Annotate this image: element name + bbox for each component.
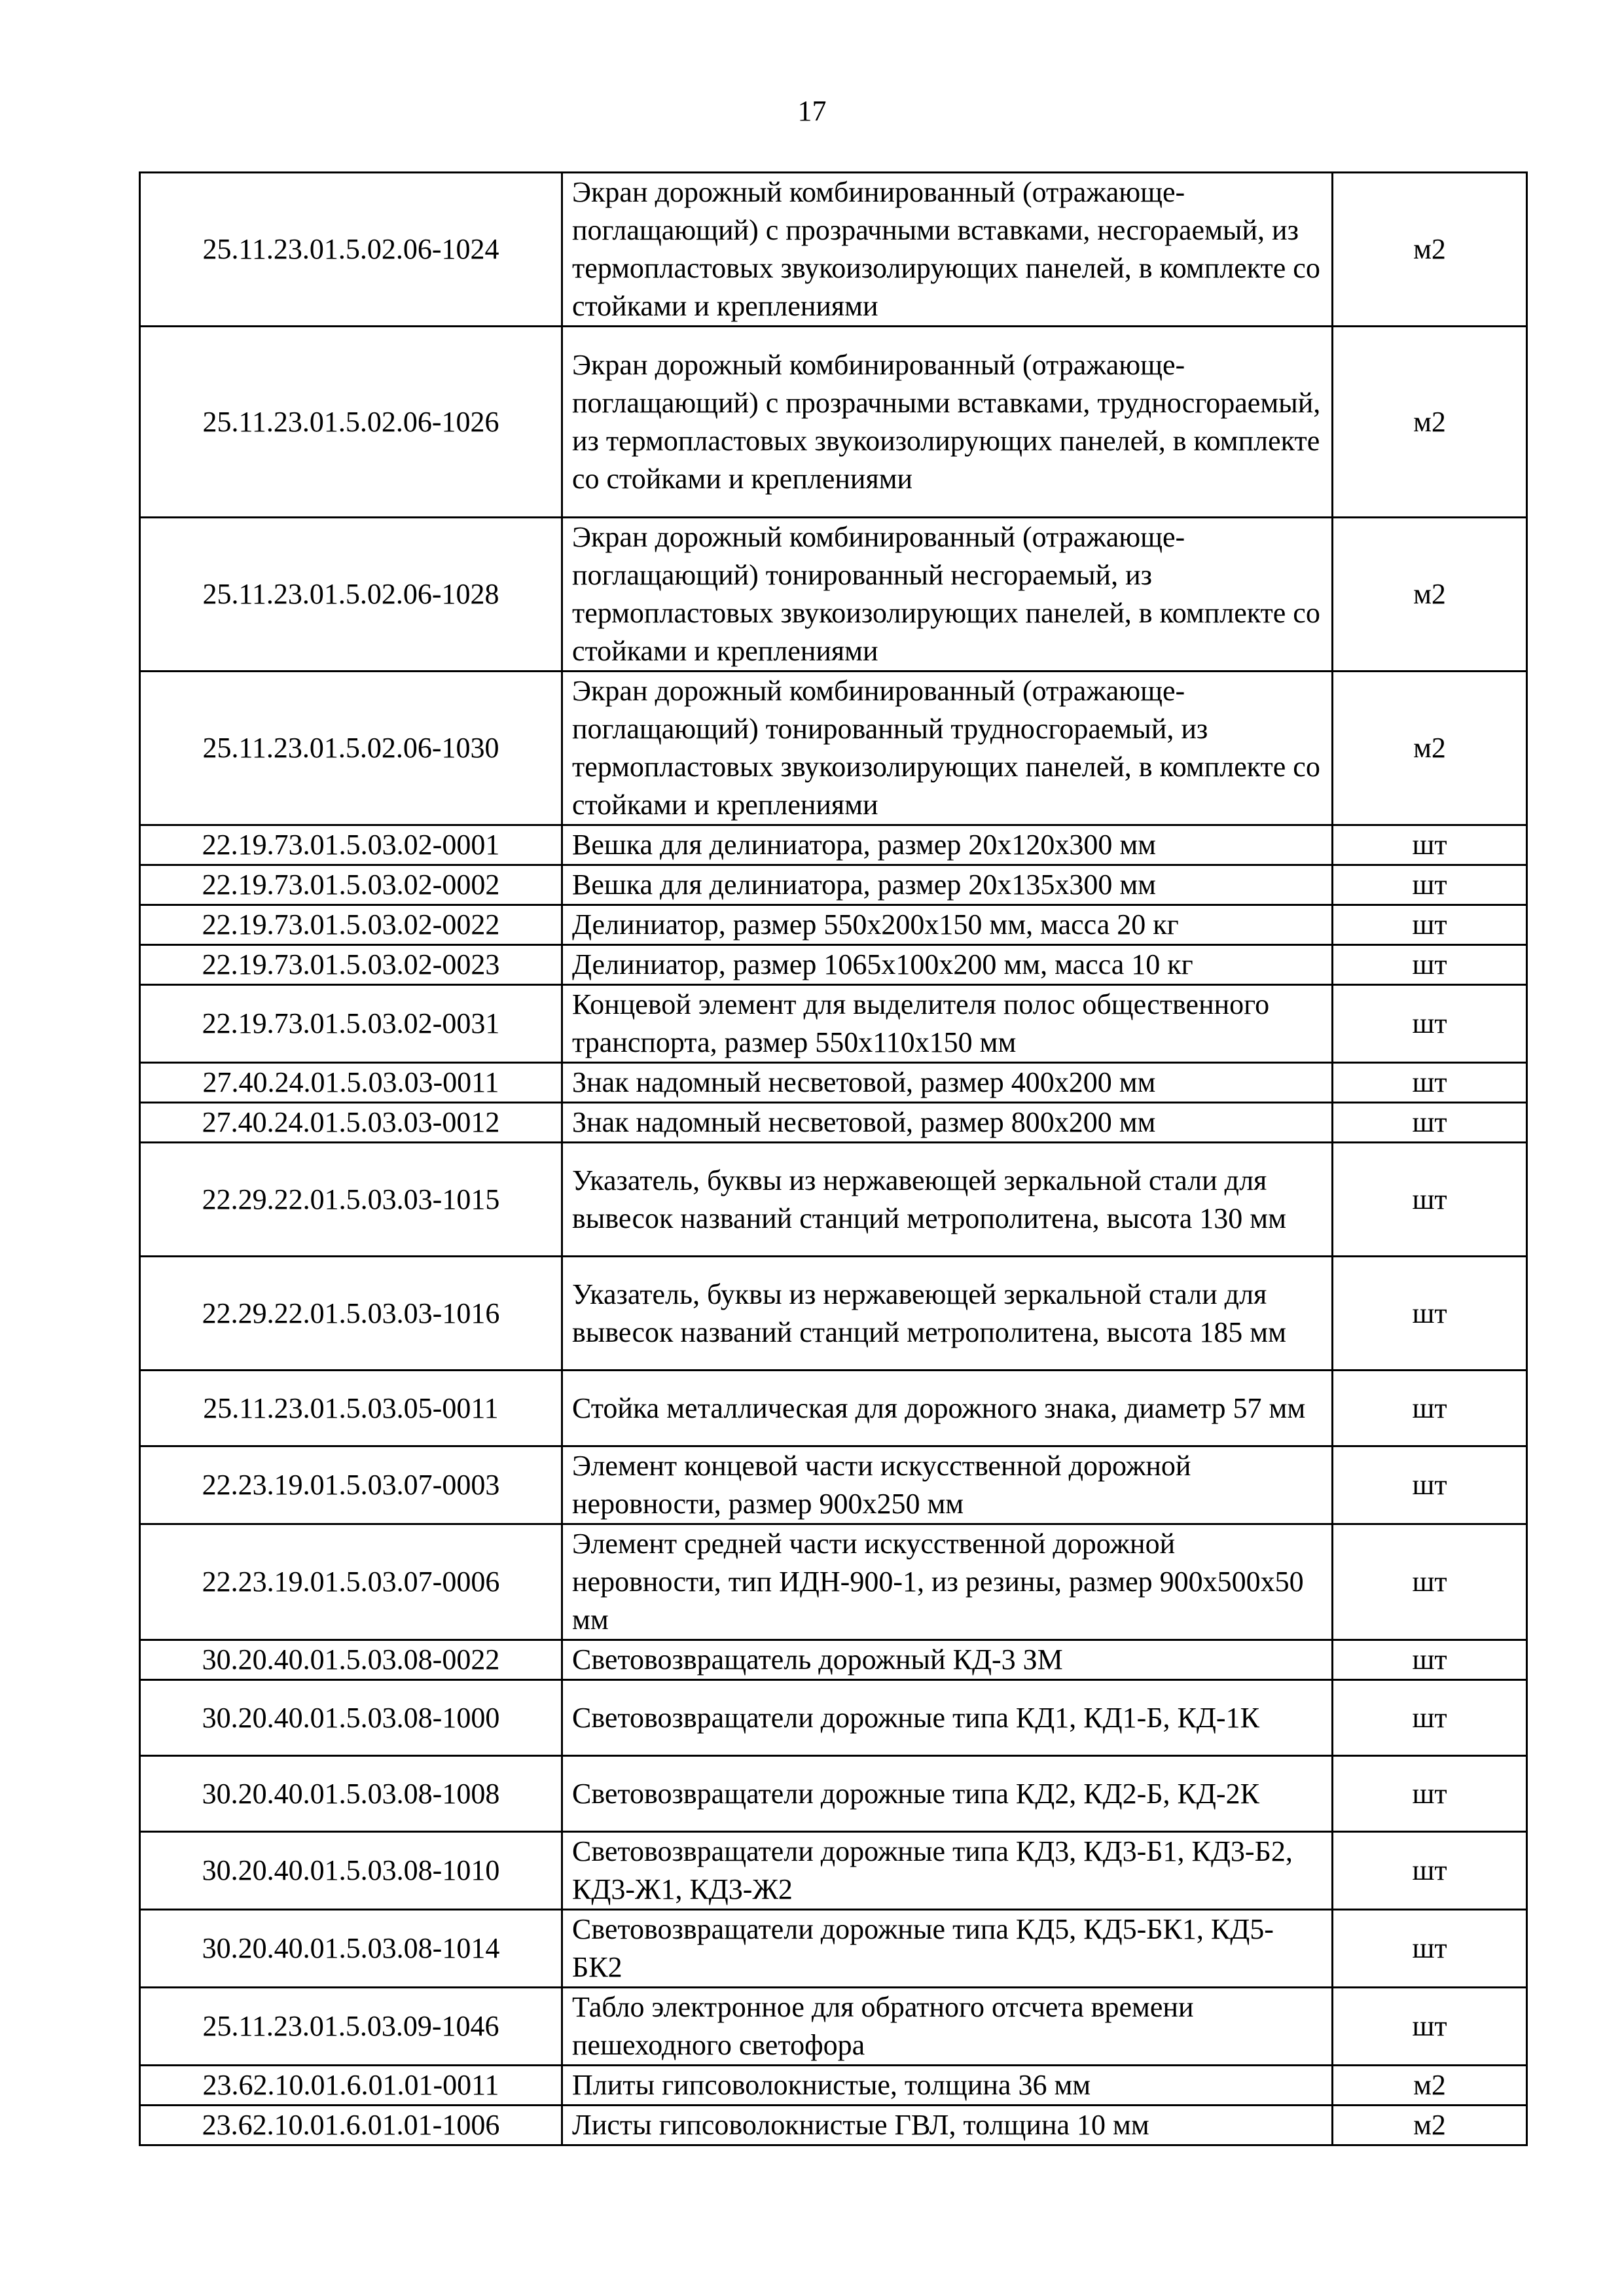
- table-row: [140, 1756, 1527, 1832]
- cell-name: Знак надомный несветовой, размер 800х200 мм: [562, 1103, 1333, 1143]
- cell-unit: шт: [1333, 1756, 1527, 1832]
- cell-code: 30.20.40.01.5.03.08-1000: [140, 1680, 562, 1756]
- cell-unit: шт: [1333, 1257, 1527, 1371]
- cell-unit: шт: [1333, 945, 1527, 985]
- cell-name: Световозвращатели дорожные типа КД3, КД3-Б1, КД3-Б2, КД3-Ж1, КД3-Ж2: [562, 1832, 1333, 1910]
- table-row: [140, 1103, 1527, 1143]
- cell-code: 30.20.40.01.5.03.08-1010: [140, 1832, 562, 1910]
- table-row: [140, 825, 1527, 865]
- table-row: [140, 1910, 1527, 1988]
- cell-name: Стойка металлическая для дорожного знака, диаметр 57 мм: [562, 1371, 1333, 1446]
- resource-table: [139, 171, 1528, 2146]
- cell-code: 22.19.73.01.5.03.02-0001: [140, 825, 562, 865]
- table-row: [140, 1832, 1527, 1910]
- table-row: [140, 1640, 1527, 1680]
- table-row: [140, 518, 1527, 672]
- cell-unit: шт: [1333, 865, 1527, 905]
- cell-name: Указатель, буквы из нержавеющей зеркальной стали для вывесок названий станций метрополитена, высота 130 мм: [562, 1143, 1333, 1257]
- cell-code: 22.23.19.01.5.03.07-0006: [140, 1524, 562, 1640]
- table-row: [140, 1143, 1527, 1257]
- cell-unit: шт: [1333, 1680, 1527, 1756]
- cell-code: 22.19.73.01.5.03.02-0031: [140, 985, 562, 1063]
- cell-name: Световозвращатели дорожные типа КД2, КД2-Б, КД-2К: [562, 1756, 1333, 1832]
- cell-code: 27.40.24.01.5.03.03-0012: [140, 1103, 562, 1143]
- table-row: [140, 1371, 1527, 1446]
- cell-unit: шт: [1333, 1640, 1527, 1680]
- cell-unit: шт: [1333, 1371, 1527, 1446]
- cell-code: 25.11.23.01.5.02.06-1026: [140, 327, 562, 518]
- cell-name: Световозвращатели дорожные типа КД5, КД5-БК1, КД5-БК2: [562, 1910, 1333, 1988]
- cell-code: 30.20.40.01.5.03.08-1008: [140, 1756, 562, 1832]
- table-row: [140, 1680, 1527, 1756]
- cell-name: Табло электронное для обратного отсчета времени пешеходного светофора: [562, 1988, 1333, 2066]
- cell-code: 25.11.23.01.5.02.06-1024: [140, 173, 562, 327]
- table-row: [140, 985, 1527, 1063]
- cell-unit: м2: [1333, 518, 1527, 672]
- cell-code: 22.19.73.01.5.03.02-0022: [140, 905, 562, 945]
- cell-name: Плиты гипсоволокнистые, толщина 36 мм: [562, 2066, 1333, 2106]
- cell-unit: шт: [1333, 1446, 1527, 1524]
- cell-unit: шт: [1333, 1832, 1527, 1910]
- cell-unit: шт: [1333, 905, 1527, 945]
- cell-code: 22.23.19.01.5.03.07-0003: [140, 1446, 562, 1524]
- cell-code: 22.19.73.01.5.03.02-0002: [140, 865, 562, 905]
- cell-code: 23.62.10.01.6.01.01-1006: [140, 2106, 562, 2145]
- table-row: [140, 1446, 1527, 1524]
- cell-unit: шт: [1333, 1910, 1527, 1988]
- cell-unit: шт: [1333, 1103, 1527, 1143]
- cell-name: Вешка для делиниатора, размер 20х120х300 мм: [562, 825, 1333, 865]
- table-row: [140, 2106, 1527, 2145]
- cell-name: Вешка для делиниатора, размер 20х135х300 мм: [562, 865, 1333, 905]
- cell-unit: шт: [1333, 1988, 1527, 2066]
- cell-unit: м2: [1333, 672, 1527, 825]
- table-row: [140, 865, 1527, 905]
- cell-unit: шт: [1333, 1063, 1527, 1103]
- cell-unit: шт: [1333, 985, 1527, 1063]
- table-row: [140, 327, 1527, 518]
- cell-code: 23.62.10.01.6.01.01-0011: [140, 2066, 562, 2106]
- cell-code: 25.11.23.01.5.02.06-1028: [140, 518, 562, 672]
- cell-code: 22.29.22.01.5.03.03-1015: [140, 1143, 562, 1257]
- cell-name: Делиниатор, размер 550х200х150 мм, масса 20 кг: [562, 905, 1333, 945]
- table-row: [140, 1524, 1527, 1640]
- cell-code: 25.11.23.01.5.03.05-0011: [140, 1371, 562, 1446]
- cell-name: Экран дорожный комбинированный (отражающе-поглащающий) тонированный несгораемый, из термопластовых звукоизолирующих панелей, в комплекте со стойками и креплениями: [562, 518, 1333, 672]
- cell-code: 22.29.22.01.5.03.03-1016: [140, 1257, 562, 1371]
- cell-name: Концевой элемент для выделителя полос общественного транспорта, размер 550х110х150 мм: [562, 985, 1333, 1063]
- page-number: 17: [797, 95, 827, 127]
- table-body: [140, 173, 1527, 2145]
- table-row: [140, 173, 1527, 327]
- cell-name: Знак надомный несветовой, размер 400х200 мм: [562, 1063, 1333, 1103]
- cell-unit: м2: [1333, 2106, 1527, 2145]
- cell-name: Световозвращатель дорожный КД-3 ЗМ: [562, 1640, 1333, 1680]
- cell-unit: шт: [1333, 1143, 1527, 1257]
- cell-unit: шт: [1333, 825, 1527, 865]
- cell-unit: м2: [1333, 327, 1527, 518]
- table-row: [140, 1257, 1527, 1371]
- cell-name: Элемент концевой части искусственной дорожной неровности, размер 900х250 мм: [562, 1446, 1333, 1524]
- table-row: [140, 945, 1527, 985]
- cell-unit: шт: [1333, 1524, 1527, 1640]
- table-row: [140, 905, 1527, 945]
- cell-unit: м2: [1333, 2066, 1527, 2106]
- cell-name: Экран дорожный комбинированный (отражающе-поглащающий) с прозрачными вставками, трудносгораемый, из термопластовых звукоизолирующих панелей, в комплекте со стойками и креплениями: [562, 327, 1333, 518]
- cell-name: Указатель, буквы из нержавеющей зеркальной стали для вывесок названий станций метрополитена, высота 185 мм: [562, 1257, 1333, 1371]
- cell-name: Световозвращатели дорожные типа КД1, КД1-Б, КД-1К: [562, 1680, 1333, 1756]
- cell-name: Делиниатор, размер 1065х100х200 мм, масса 10 кг: [562, 945, 1333, 985]
- cell-code: 30.20.40.01.5.03.08-0022: [140, 1640, 562, 1680]
- cell-unit: м2: [1333, 173, 1527, 327]
- cell-name: Экран дорожный комбинированный (отражающе-поглащающий) с прозрачными вставками, несгораемый, из термопластовых звукоизолирующих панелей, в комплекте со стойками и креплениями: [562, 173, 1333, 327]
- cell-code: 25.11.23.01.5.02.06-1030: [140, 672, 562, 825]
- cell-code: 25.11.23.01.5.03.09-1046: [140, 1988, 562, 2066]
- cell-name: Листы гипсоволокнистые ГВЛ, толщина 10 мм: [562, 2106, 1333, 2145]
- cell-name: Экран дорожный комбинированный (отражающе-поглащающий) тонированный трудносгораемый, из термопластовых звукоизолирующих панелей, в комплекте со стойками и креплениями: [562, 672, 1333, 825]
- cell-code: 30.20.40.01.5.03.08-1014: [140, 1910, 562, 1988]
- table-row: [140, 672, 1527, 825]
- table-row: [140, 2066, 1527, 2106]
- cell-name: Элемент средней части искусственной дорожной неровности, тип ИДН-900-1, из резины, размер 900х500х50 мм: [562, 1524, 1333, 1640]
- cell-code: 22.19.73.01.5.03.02-0023: [140, 945, 562, 985]
- cell-code: 27.40.24.01.5.03.03-0011: [140, 1063, 562, 1103]
- table-row: [140, 1063, 1527, 1103]
- table-row: [140, 1988, 1527, 2066]
